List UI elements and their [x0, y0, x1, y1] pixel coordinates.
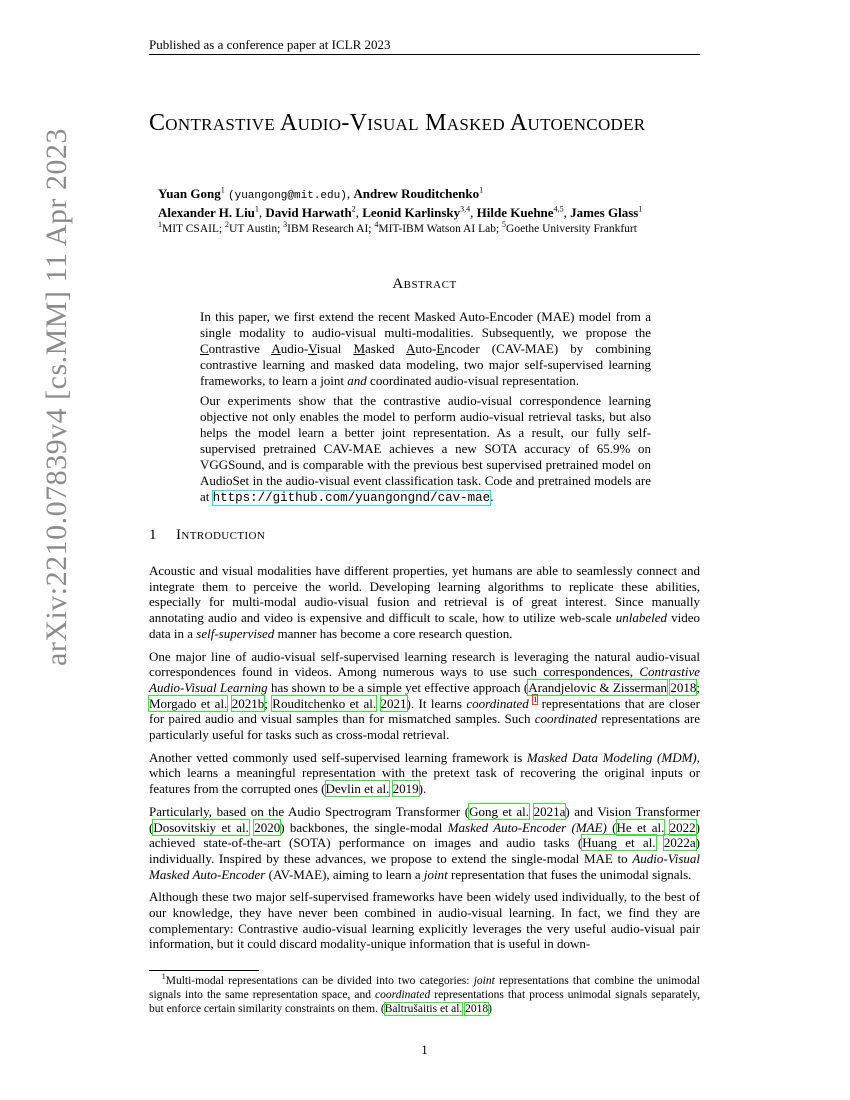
body-paragraph: Although these two major self-supervised frameworks have been widely used individually, to the best of our knowledge, they have never been combined in audio-visual learning. In fact, we find they are complementary: Contrastive audio-visual learning explicitly leverages the very useful audio-visual pair information, but it could discard modality-unique information that is useful in down-: [149, 889, 700, 952]
citation-link[interactable]: 2021b: [231, 695, 265, 711]
paper-title: Contrastive Audio-Visual Masked Autoencoder: [149, 110, 646, 136]
code-url-link[interactable]: https://github.com/yuangongnd/cav-mae: [212, 491, 491, 505]
abstract-paragraph: In this paper, we first extend the recent Masked Auto-Encoder (MAE) model from a single modality to audio-visual multi-modalities. Subsequently, we propose the Contrastive Audio-Visual Masked Auto-Encoder (CAV-MAE) by combining contrastive learning and masked data modeling, two major self-supervised learning frameworks, to learn a joint and coordinated audio-visual representation.: [200, 309, 651, 388]
author-line-2: Alexander H. Liu$^1$, David Harwath$^2$, Leonid Karlinsky$^{3,4}$, Hilde Kuehne$^{4,5}$, James Glass$^1$: [158, 204, 643, 220]
citation-link[interactable]: Devlin et al.: [325, 781, 390, 797]
citation-link[interactable]: 2021a: [533, 803, 566, 819]
running-header: Published as a conference paper at ICLR 2023: [149, 37, 391, 52]
section-heading: 1 Introduction: [149, 527, 266, 543]
affiliations: $^1$MIT CSAIL; $^2$UT Austin; $^3$IBM Research AI; $^4$MIT-IBM Watson AI Lab; $^5$Goethe University Frankfurt: [158, 220, 637, 235]
citation-link[interactable]: Baltrušaitis et al.: [384, 1003, 463, 1015]
author-name: James Glass: [570, 204, 639, 220]
citation-link[interactable]: 2021: [380, 695, 407, 711]
author-block: [158, 186, 718, 238]
body-paragraph: Acoustic and visual modalities have different properties, yet humans are able to seamlessly connect and integrate them to perceive the world. Developing learning algorithms to replicate these abilities, especially for multi-modal audio-visual fusion and retrieval is of great interest. Since manually annotating audio and video is expensive and difficult to scale, how to utilize web-scale unlabeled video data in a self-supervised manner has become a core research question.: [149, 563, 700, 641]
author-name: Leonid Karlinsky: [362, 204, 461, 220]
body-paragraph: One major line of audio-visual self-supervised learning research is leveraging the natural audio-visual correspondences found in videos. Among numerous ways to use such correspondences, Contrastive Audio-Visual Learning has shown to be a simple yet effective approach (Arandjelovic & Zisserman 2018; Morgado et al. 2021b; Rouditchenko et al. 2021). It learns coordinated $^1$ representations that are closer for paired audio and visual samples than for mismatched samples. Such coordinated representations are particularly useful for tasks such as cross-modal retrieval.: [149, 648, 701, 743]
author-name: David Harwath: [265, 204, 352, 220]
citation-link[interactable]: 2022: [669, 819, 696, 835]
citation-link[interactable]: He et al.: [616, 819, 665, 835]
author-line-1: Yuan Gong$^1$ (yuangong@mit.edu), Andrew Rouditchenko$^1$: [158, 185, 484, 202]
citation-link[interactable]: 2022a: [663, 835, 696, 851]
citation-link[interactable]: 2020: [254, 819, 281, 835]
body-paragraph: Another vetted commonly used self-supervised learning framework is Masked Data Modeling (MDM), which learns a meaningful representation with the pretext task of recovering the original inputs or features from the corrupted ones (Devlin et al. 2019).: [149, 749, 700, 797]
arxiv-side-stamp: arXiv:2210.07839v4 [cs.MM] 11 Apr 2023: [40, 128, 73, 666]
introduction-body: [149, 563, 700, 959]
footnote-ref-link[interactable]: 1: [533, 695, 538, 705]
footnote: $^1$Multi-modal representations can be divided into two categories: joint representations that combine the unimodal signals into the same representation space, and coordinated representations that process unimodal signals separately, but enforce certain similarity constraints on them. (Baltrušaitis et al. 2018): [149, 972, 701, 1015]
header-rule: [149, 54, 700, 55]
page-number: 1: [421, 1042, 428, 1057]
citation-link[interactable]: Arandjelovic & Zisserman: [528, 679, 668, 695]
author-name: Alexander H. Liu: [158, 204, 255, 220]
citation-link[interactable]: Dosovitskiy et al.: [153, 819, 249, 835]
citation-link[interactable]: Gong et al.: [469, 803, 530, 819]
body-paragraph: Particularly, based on the Audio Spectrogram Transformer (Gong et al. 2021a) and Vision Transformer (Dosovitskiy et al. 2020) backbones, the single-modal Masked Auto-Encoder (MAE) (He et al. 2022) achieved state-of-the-art (SOTA) performance on images and audio tasks (Huang et al. 2022a) individually. Inspired by these advances, we propose to extend the single-modal MAE to Audio-Visual Masked Auto-Encoder (AV-MAE), aiming to learn a joint representation that fuses the unimodal signals.: [149, 803, 701, 882]
author-email[interactable]: (yuangong@mit.edu): [228, 190, 347, 202]
abstract-body: [200, 309, 651, 510]
citation-link[interactable]: Huang et al.: [582, 835, 656, 851]
author-name: Yuan Gong: [158, 186, 221, 201]
citation-link[interactable]: 2018: [465, 1003, 489, 1015]
abstract-paragraph: Our experiments show that the contrastive audio-visual correspondence learning objective not only enables the model to perform audio-visual retrieval tasks, but also helps the model learn a better joint representation. As a result, our fully self-supervised pretrained CAV-MAE achieves a new SOTA accuracy of 65.9% on VGGSound, and is comparable with the previous best supervised pretrained model on AudioSet in the audio-visual event classification task. Code and pretrained models are at https://github.com/yuangongnd/cav-mae.: [200, 393, 651, 505]
citation-link[interactable]: 2018: [670, 679, 697, 695]
citation-link[interactable]: 2019: [392, 781, 419, 797]
author-name: Andrew Rouditchenko: [353, 186, 480, 201]
author-name: Hilde Kuehne: [476, 204, 554, 220]
abstract-heading: Abstract: [392, 276, 457, 292]
footnote-rule: [149, 970, 259, 971]
citation-link[interactable]: Rouditchenko et al.: [272, 695, 377, 711]
citation-link[interactable]: Morgado et al.: [149, 695, 228, 711]
